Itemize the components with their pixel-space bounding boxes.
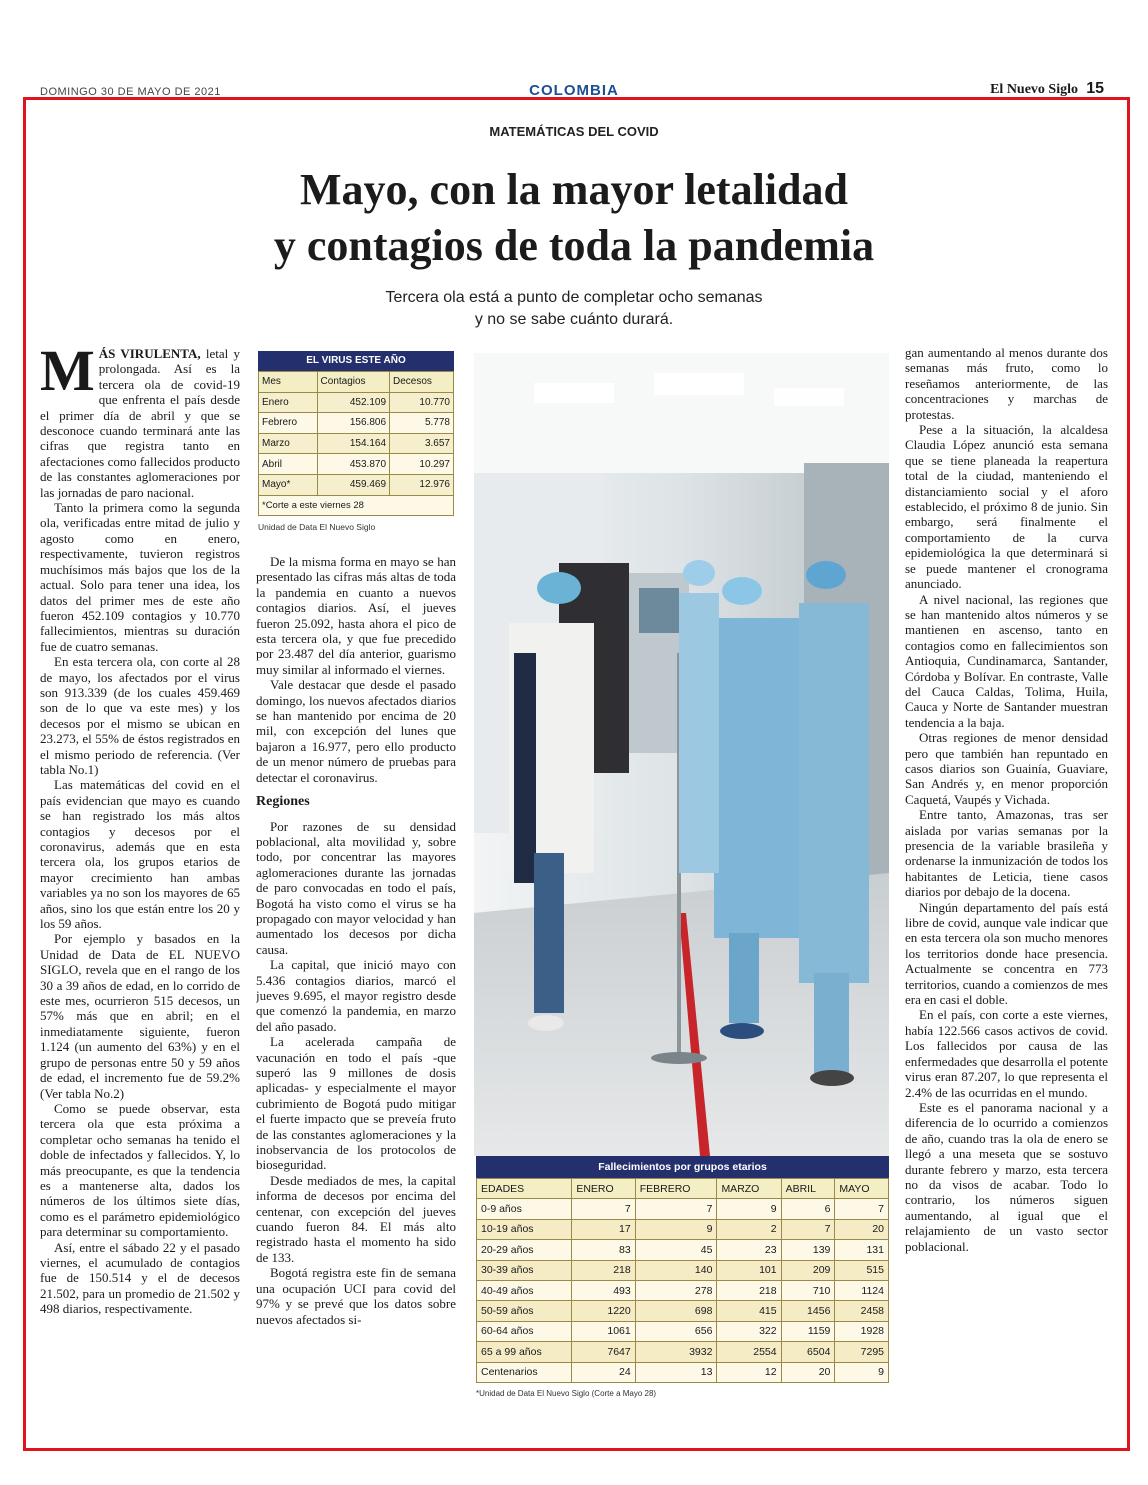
paragraph: La acelerada campaña de vacunación en todo el país -que superó las 9 millones de dosis aplicadas- y especialmente el mayor cubrimiento de Bogotá pudo mitigar el fuerte impacto que se preveía fruto de las constantes aglomeraciones y la inobservancia de los protocolos de bioseguridad. [256, 1034, 456, 1173]
table-row [477, 1280, 889, 1300]
table-cell: 7295 [835, 1342, 889, 1362]
table-cell: 9 [835, 1362, 889, 1382]
subhead-regiones: Regiones [256, 794, 310, 810]
table-cell: 13 [635, 1362, 717, 1382]
table-cell: 24 [572, 1362, 635, 1382]
deaths-by-age-table [476, 1156, 889, 1398]
table-source: Unidad de Data El Nuevo Siglo [258, 522, 376, 533]
table-cell: 6 [781, 1199, 835, 1219]
table-row [259, 433, 454, 454]
newspaper-name: El Nuevo Siglo [990, 82, 1078, 97]
table-header: FEBRERO [635, 1179, 717, 1199]
table-note: *Corte a este viernes 28 [259, 495, 454, 516]
paragraph: Así, entre el sábado 22 y el pasado viernes, el acumulado de contagios fue de 150.514 y el de decesos 21.502, para un promedio de 21.502 y 498 diarios, respectivamente. [40, 1239, 240, 1317]
table-cell: 278 [635, 1280, 717, 1300]
table-cell: 1220 [572, 1301, 635, 1321]
table-cell: 12 [717, 1362, 781, 1382]
table-cell: 12.976 [390, 474, 454, 495]
table-cell: 60-64 años [477, 1321, 572, 1341]
paragraph: Bogotá registra este fin de semana una ocupación UCI para covid del 97% y se prevé que los datos sobre nuevos afectados si- [256, 1265, 456, 1327]
table-cell: 3.657 [390, 433, 454, 454]
table-row [477, 1321, 889, 1341]
table-cell: 698 [635, 1301, 717, 1321]
table-cell: 218 [717, 1280, 781, 1300]
table-cell: 1061 [572, 1321, 635, 1341]
deck-line-1: Tercera ola está a punto de completar ocho semanas [385, 289, 763, 306]
table-cell: 20-29 años [477, 1240, 572, 1260]
table-cell: 23 [717, 1240, 781, 1260]
headline-line-2: y contagios de toda la pandemia [273, 221, 875, 270]
hospital-photo [474, 353, 889, 1156]
table-cell: 2554 [717, 1342, 781, 1362]
table-cell: 17 [572, 1219, 635, 1239]
table-row [259, 454, 454, 475]
table-header: Decesos [390, 372, 454, 393]
table-header-row [477, 1179, 889, 1199]
table-cell: 0-9 años [477, 1199, 572, 1219]
table-row [259, 413, 454, 434]
paragraph: Vale destacar que desde el pasado domingo, los nuevos afectados diarios se han mantenido por encima de 20 mil, con excepción del lunes que bajaron a 16.977, pero ello producto de un menor número de pruebas para detectar el coronavirus. [256, 677, 456, 785]
paragraph: Este es el panorama nacional y a diferencia de lo ocurrido a comienzos de año, cuando tras la ola de enero se llegó a una meseta que se sostuvo durante febrero y marzo, esta tercera no da visos de acabar. Todo lo contrario, los números siguen aumentando, al igual que el relajamiento de un vasto sector poblacional. [905, 1099, 1108, 1254]
table-cell: 3932 [635, 1342, 717, 1362]
section-name: COLOMBIA [529, 82, 619, 99]
table-row [477, 1260, 889, 1280]
table-cell: 515 [835, 1260, 889, 1280]
table-row [259, 392, 454, 413]
table-cell: Febrero [259, 413, 318, 434]
deck [250, 287, 898, 331]
table-cell: 156.806 [317, 413, 389, 434]
table-cell: 30-39 años [477, 1260, 572, 1280]
table-cell: 1928 [835, 1321, 889, 1341]
issue-date: DOMINGO 30 DE MAYO DE 2021 [40, 86, 221, 98]
table-title: Fallecimientos por grupos etarios [476, 1156, 889, 1178]
table-row [477, 1199, 889, 1219]
paragraph: Como se puede observar, esta tercera ola que esta próxima a completar ocho semanas ha tenido el doble de infectados y fallecidos. Y, lo más preocupante, es que la tendencia es a mantenerse alta, dados los números de los últimos siete días, como es el parámetro epidemiológico para determinar su comportamiento. [40, 1100, 240, 1240]
table-cell: 656 [635, 1321, 717, 1341]
paragraph: gan aumentando al menos durante dos semanas más fruto, como lo reseñamos anteriormente, de las concentraciones y marchas de protestas. [905, 345, 1108, 422]
paragraph: Las matemáticas del covid en el país evidencian que mayo es cuando se han registrado los más altos contagios y decesos por el coronavirus, además que en esta tercera ola, los grupos etarios de mayor crecimiento han ambas variables ya no son los mayores de 65 años, sino los que están entre los 20 y los 59 años. [40, 777, 240, 932]
table-row [259, 474, 454, 495]
paragraph: Otras regiones de menor densidad pero que también han repuntado en casos diarios son Guainía, Guaviare, San Andrés y, en menor proporción Caquetá, Vaupés y Vichada. [905, 730, 1108, 807]
table-note-row [259, 495, 454, 516]
table-row [477, 1362, 889, 1382]
deck-line-2: y no se sabe cuánto durará. [474, 311, 674, 328]
table-cell: 5.778 [390, 413, 454, 434]
kicker: MATEMÁTICAS DEL COVID [489, 124, 659, 139]
paragraph: Por ejemplo y basados en la Unidad de Data de EL NUEVO SIGLO, revela que en el rango de los 30 a 39 años de edad, en lo corrido de este mes, ocurrieron 515 decesos, un 57% más que en abril; en el inmediatamente siguiente, fueron 1.124 (un aumento del 63%) y en el grupo de personas entre 50 y 59 años de edad, el incremento fue de 59.2% (Ver tabla No.2) [40, 931, 240, 1101]
table-cell: 131 [835, 1240, 889, 1260]
table-cell: 50-59 años [477, 1301, 572, 1321]
table-cell: 65 a 99 años [477, 1342, 572, 1362]
table-cell: 1456 [781, 1301, 835, 1321]
table-header: MAYO [835, 1179, 889, 1199]
table-row [477, 1342, 889, 1362]
table-cell: 7 [635, 1199, 717, 1219]
paragraph: Ningún departamento del país está libre de covid, aunque vale indicar que en esta tercera ola son mucho menores los territorios donde hace presencia. Actualmente se concentra en 773 territorios, cuando a comienzos de mes era en casi el doble. [905, 899, 1108, 1008]
paragraph: Desde mediados de mes, la capital informa de decesos por encima del centenar, con excepción del jueves cuando fueron 84. El más alto registrado hasta el momento ha sido de 133. [256, 1172, 456, 1265]
paragraph: En esta tercera ola, con corte al 28 de mayo, los afectados por el virus son 913.339 (de los cuales 459.469 son de lo que va este mes) y los decesos por el mismo se ubican en 23.273, el 55% de éstos registrados en el mismo periodo de referencia. (Ver tabla No.1) [40, 654, 240, 777]
lead-caps: ÁS VIRULENTA, [98, 346, 201, 361]
headline-line-1: Mayo, con la mayor letalidad [300, 165, 848, 214]
table-row [477, 1219, 889, 1239]
paragraph: Por razones de su densidad poblacional, alta movilidad y, sobre todo, por concentrar las mayores aglomeraciones durante las jornadas de paro convocadas en todo el país, Bogotá ha visto como el virus se ha propagado con mayor velocidad y han aumentado los decesos por dicha causa. [256, 818, 456, 957]
table-title: EL VIRUS ESTE AÑO [258, 351, 454, 371]
table-row [477, 1301, 889, 1321]
table-header-row [259, 372, 454, 393]
table-cell: 7647 [572, 1342, 635, 1362]
table-cell: 10.770 [390, 392, 454, 413]
table-cell: 10-19 años [477, 1219, 572, 1239]
table-cell: 9 [717, 1199, 781, 1219]
table-cell: Enero [259, 392, 318, 413]
table-cell: 710 [781, 1280, 835, 1300]
article-column-2 [256, 554, 456, 1412]
table-cell: 322 [717, 1321, 781, 1341]
table-cell: Abril [259, 454, 318, 475]
table-cell: 415 [717, 1301, 781, 1321]
lead-paragraph [40, 346, 240, 500]
table-header: Mes [259, 372, 318, 393]
paragraph: Pese a la situación, la alcaldesa Claudia López anunció esta semana que se tiene planeada la reapertura total de la ciudad, manteniendo el distanciamiento social y el aforo establecido, el próximo 8 de junio. Sin embargo, será finalmente el comportamiento de la curva epidemiológica la que determinará si se puede mantener el cronograma anunciado. [905, 422, 1108, 592]
headline [120, 162, 1028, 274]
article-column-1 [40, 346, 240, 1411]
table-cell: 493 [572, 1280, 635, 1300]
table-cell: 20 [835, 1219, 889, 1239]
table-source: *Unidad de Data El Nuevo Siglo (Corte a Mayo 28) [476, 1388, 657, 1398]
table-cell: 2 [717, 1219, 781, 1239]
table-cell: 1124 [835, 1280, 889, 1300]
table-cell: Centenarios [477, 1362, 572, 1382]
paragraph: De la misma forma en mayo se han presentado las cifras más altas de toda la pandemia en cuanto a nuevos contagios diarios. Así, el jueves fueron 25.092, hasta ahora el pico de esta tercera ola, y que fue precedido por 23.487 del día anterior, guarismo muy similar al informado el viernes. [256, 554, 456, 677]
table-cell: 101 [717, 1260, 781, 1280]
table-header: Contagios [317, 372, 389, 393]
table-cell: 83 [572, 1240, 635, 1260]
table-cell: 20 [781, 1362, 835, 1382]
table-cell: 139 [781, 1240, 835, 1260]
drop-cap: M [40, 346, 95, 403]
table-cell: 7 [781, 1219, 835, 1239]
paragraph: Tanto la primera como la segunda ola, verificadas entre mitad de julio y agosto como en enero, respectivamente, tuvieron registros muchísimos más bajos que los de la actual. Solo para tener una idea, los datos del primer mes de este año fueron 452.109 contagios y 10.770 fallecimientos, mientras su duración fue de cuatro semanas. [40, 500, 240, 654]
virus-year-table [258, 351, 454, 532]
paragraph: Entre tanto, Amazonas, tras ser aislada por varias semanas por la presencia de la variable brasileña y ordenarse la inmunización de todos los habitantes de Leticia, tiene casos diarios por debajo de la docena. [905, 807, 1108, 900]
table-cell: 9 [635, 1219, 717, 1239]
table-header: EDADES [477, 1179, 572, 1199]
table-cell: 209 [781, 1260, 835, 1280]
table-cell: 45 [635, 1240, 717, 1260]
hospital-photo-illustration [474, 353, 889, 1156]
table-header: ENERO [572, 1179, 635, 1199]
lead-text: letal y prolongada. Así es la tercera ola de covid-19 que enfrenta el país desde el primer día de abril y que se desconoce cuando terminará ante las cifras que registra tanto en afectaciones como fallecidos producto de las constantes aglomeraciones por las jornadas de paro nacional. [40, 346, 240, 500]
article-column-3 [905, 345, 1108, 1411]
table-cell: 7 [835, 1199, 889, 1219]
paragraph: La capital, que inició mayo con 5.436 contagios diarios, marcó el jueves 9.695, el mayor registro desde que comenzó la pandemia, en marzo del año pasado. [256, 957, 456, 1034]
table-cell: 6504 [781, 1342, 835, 1362]
table-cell: 40-49 años [477, 1280, 572, 1300]
table-cell: 459.469 [317, 474, 389, 495]
table-cell: 7 [572, 1199, 635, 1219]
table-cell: 1159 [781, 1321, 835, 1341]
table-cell: Marzo [259, 433, 318, 454]
table-cell: 154.164 [317, 433, 389, 454]
table-cell: Mayo* [259, 474, 318, 495]
page-number: 15 [1086, 80, 1104, 97]
table-cell: 452.109 [317, 392, 389, 413]
paragraph: A nivel nacional, las regiones que se han mantenido altos números y se mantienen en ascenso, tanto en contagios como en fallecimientos son Antioquia, Cundinamarca, Santander, Córdoba y Bolívar. En contraste, Valle del Cauca Caldas, Tolima, Huila, Cauca y Norte de Santander muestran tendencia a la baja. [905, 591, 1108, 730]
table-row [477, 1240, 889, 1260]
table-header: ABRIL [781, 1179, 835, 1199]
table-header: MARZO [717, 1179, 781, 1199]
table-cell: 140 [635, 1260, 717, 1280]
table-cell: 10.297 [390, 454, 454, 475]
table-cell: 218 [572, 1260, 635, 1280]
table-cell: 453.870 [317, 454, 389, 475]
paragraph: En el país, con corte a este viernes, había 122.566 casos activos de covid. Los fallecidos por causa de las enfermedades que desarrolla el potente virus eran 87.207, lo que representa el 2.4% de las ocurridas en el mundo. [905, 1007, 1108, 1100]
table-cell: 2458 [835, 1301, 889, 1321]
